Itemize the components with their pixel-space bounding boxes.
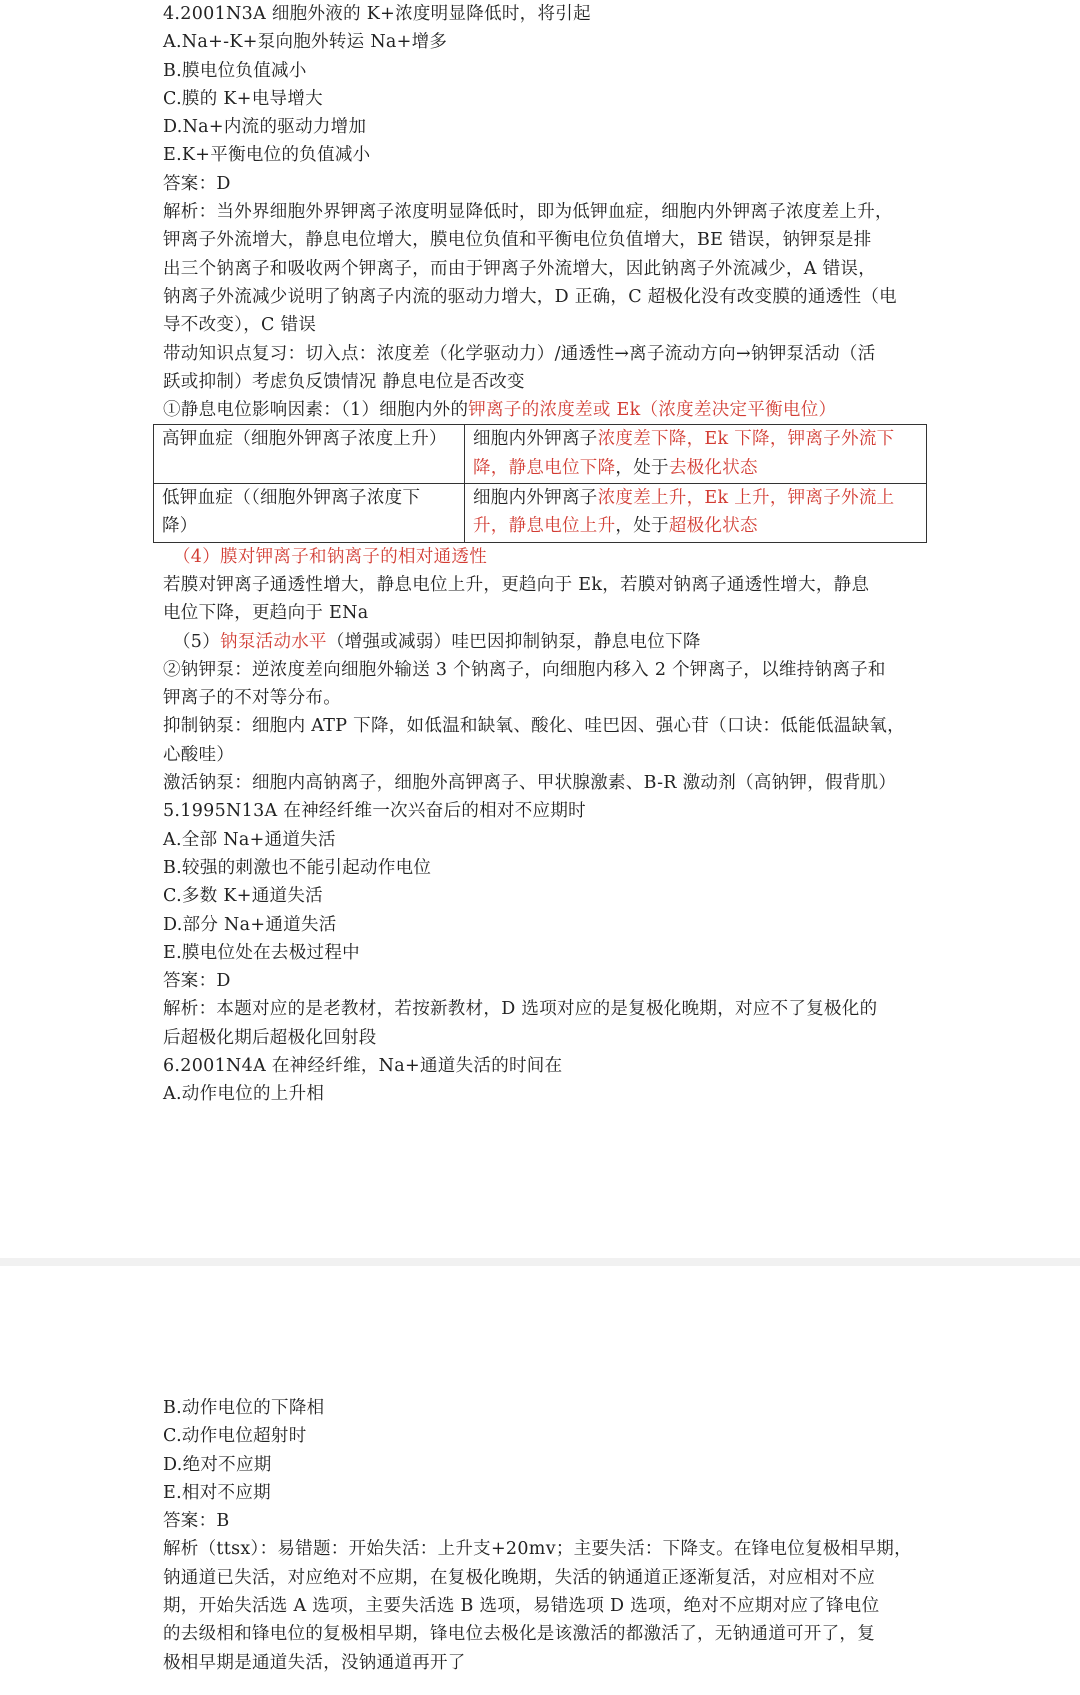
page-2-content	[163, 1394, 931, 1677]
table-cell-condition	[154, 484, 465, 543]
q4-option-e: E.K+平衡电位的负值减小	[163, 145, 371, 166]
cell-text: 细胞内外钾离子	[473, 429, 598, 450]
q5-option-c: C.多数 K+通道失活	[163, 886, 323, 907]
q6-option-d: D.绝对不应期	[163, 1454, 272, 1475]
review-line: 跃或抑制）考虑负反馈情况 静息电位是否改变	[163, 371, 525, 392]
inhibit-pump-text: 抑制钠泵：细胞内 ATP 下降，如低温和缺氧、酸化、哇巴因、强心苷（口诀：低能低温缺氧，	[163, 716, 905, 737]
table-row	[154, 425, 927, 484]
q5-analysis-line: 解析：本题对应的是老教材，若按新教材，D 选项对应的是复极化晚期，对应不了复极化的	[163, 999, 878, 1020]
q5-answer: 答案：D	[163, 971, 231, 992]
inhibit-pump-text: 心酸哇）	[163, 744, 235, 765]
q6-analysis-line: 期，开始失活选 A 选项，主要失活选 B 选项，易错选项 D 选项，绝对不应期对应了锋电位	[163, 1596, 880, 1617]
cell-text: ，处于	[615, 457, 669, 478]
q4-option-d: D.Na+内流的驱动力增加	[163, 117, 367, 138]
q6-option-b: B.动作电位的下降相	[163, 1398, 325, 1418]
document-page-2	[0, 1266, 1080, 1695]
factor-heading-prefix: ①静息电位影响因素：（1）细胞内外的	[163, 400, 469, 421]
pump-text: 钾离子的不对等分布。	[163, 688, 341, 709]
activate-pump-text: 激活钠泵：细胞内高钠离子，细胞外高钾离子、甲状腺激素、B-R 激动剂（高钠钾，假背肌）	[163, 773, 897, 794]
q4-analysis-line: 钠离子外流减少说明了钠离子内流的驱动力增大，D 正确，C 超极化没有改变膜的通透性（电	[163, 286, 897, 307]
cell-highlight: 升，静息电位上升	[473, 516, 616, 537]
q5-option-a: A.全部 Na+通道失活	[163, 829, 336, 850]
factor-4-text: 电位下降，更趋向于 ENa	[163, 603, 369, 624]
cell-text: 细胞内外钾离子	[473, 488, 598, 509]
q6-answer: 答案：B	[163, 1511, 230, 1532]
cell-highlight: 降，静息电位下降	[473, 457, 616, 478]
q4-analysis-line: 出三个钠离子和吸收两个钾离子，而由于钾离子外流增大，因此钠离子外流减少，A 错误，	[163, 258, 876, 279]
question-6-stem: 6.2001N4A 在神经纤维，Na+通道失活的时间在	[163, 1055, 563, 1076]
factor-4-text: 若膜对钾离子通透性增大，静息电位上升，更趋向于 Ek，若膜对钠离子通透性增大，静息	[163, 574, 870, 595]
factor-5-line	[163, 628, 931, 656]
q4-answer: 答案：D	[163, 173, 231, 194]
q5-option-b: B.较强的刺激也不能引起动作电位	[163, 857, 432, 878]
factor-5-suffix: （增强或减弱）哇巴因抑制钠泵，静息电位下降	[326, 631, 701, 652]
potassium-comparison-table	[153, 424, 927, 542]
question-5-stem: 5.1995N13A 在神经纤维一次兴奋后的相对不应期时	[163, 801, 586, 822]
table-cell-condition	[154, 425, 465, 484]
review-line: 带动知识点复习：切入点：浓度差（化学驱动力）/通透性→离子流动方向→钠钾泵活动（活	[163, 343, 876, 364]
q5-option-d: D.部分 Na+通道失活	[163, 914, 337, 935]
q5-option-e: E.膜电位处在去极过程中	[163, 942, 360, 963]
cell-highlight: 浓度差下降，Ek 下降，钾离子外流下	[597, 429, 895, 450]
page-separator	[0, 1258, 1080, 1266]
cell-text: ，处于	[615, 516, 669, 537]
cell-highlight: 超极化状态	[668, 516, 758, 537]
page-1-content	[163, 0, 931, 1109]
q6-analysis-line: 的去级相和锋电位的复极相早期，锋电位去极化是该激活的都激活了，无钠通道可开了，复	[163, 1624, 875, 1645]
factor-heading	[163, 396, 931, 424]
q4-analysis-line: 解析：当外界细胞外界钾离子浓度明显降低时，即为低钾血症，细胞内外钾离子浓度差上升，	[163, 202, 893, 223]
q6-analysis-line: 钠通道已失活，对应绝对不应期，在复极化晚期，失活的钠通道正逐渐复活，对应相对不应	[163, 1567, 875, 1588]
q6-analysis-line: 极相早期是通道失活，没钠通道再开了	[163, 1652, 466, 1673]
cell-text: 高钾血症（细胞外钾离子浓度上升）	[162, 429, 447, 450]
q6-option-c: C.动作电位超射时	[163, 1426, 307, 1447]
cell-text: 低钾血症（（细胞外钾离子浓度下	[162, 488, 421, 509]
factor-5-highlight: 钠泵活动水平	[220, 631, 327, 652]
q6-analysis-line: 解析（ttsx）：易错题：开始失活：上升支+20mv；主要失活：下降支。在锋电位复极相早期，	[163, 1539, 912, 1560]
factor-4-heading: （4）膜对钾离子和钠离子的相对通透性	[173, 546, 488, 567]
q5-analysis-line: 后超极化期后超极化回射段	[163, 1027, 377, 1048]
q4-option-b: B.膜电位负值减小	[163, 60, 307, 81]
q4-option-c: C.膜的 K+电导增大	[163, 88, 323, 109]
q4-analysis-line: 导不改变），C 错误	[163, 315, 317, 336]
table-cell-effect	[465, 425, 927, 484]
q4-option-a: A.Na+-K+泵向胞外转运 Na+增多	[163, 32, 448, 53]
question-4-stem: 4.2001N3A 细胞外液的 K+浓度明显降低时，将引起	[163, 4, 591, 24]
q6-option-e: E.相对不应期	[163, 1482, 271, 1503]
table-row	[154, 484, 927, 543]
pump-text: ②钠钾泵：逆浓度差向细胞外输送 3 个钠离子，向细胞内移入 2 个钾离子，以维持钠离子和	[163, 659, 886, 680]
factor-5-prefix: （5）	[173, 631, 221, 652]
table-cell-effect	[465, 484, 927, 543]
factor-heading-highlight: 钾离子的浓度差或 Ek（浓度差决定平衡电位）	[468, 400, 837, 421]
q4-analysis-line: 钾离子外流增大，静息电位增大，膜电位负值和平衡电位负值增大，BE 错误，钠钾泵是排	[163, 230, 872, 251]
cell-text: 降）	[162, 516, 198, 537]
q6-option-a: A.动作电位的上升相	[163, 1084, 325, 1105]
cell-highlight: 去极化状态	[668, 457, 758, 478]
cell-highlight: 浓度差上升，Ek 上升，钾离子外流上	[597, 488, 895, 509]
